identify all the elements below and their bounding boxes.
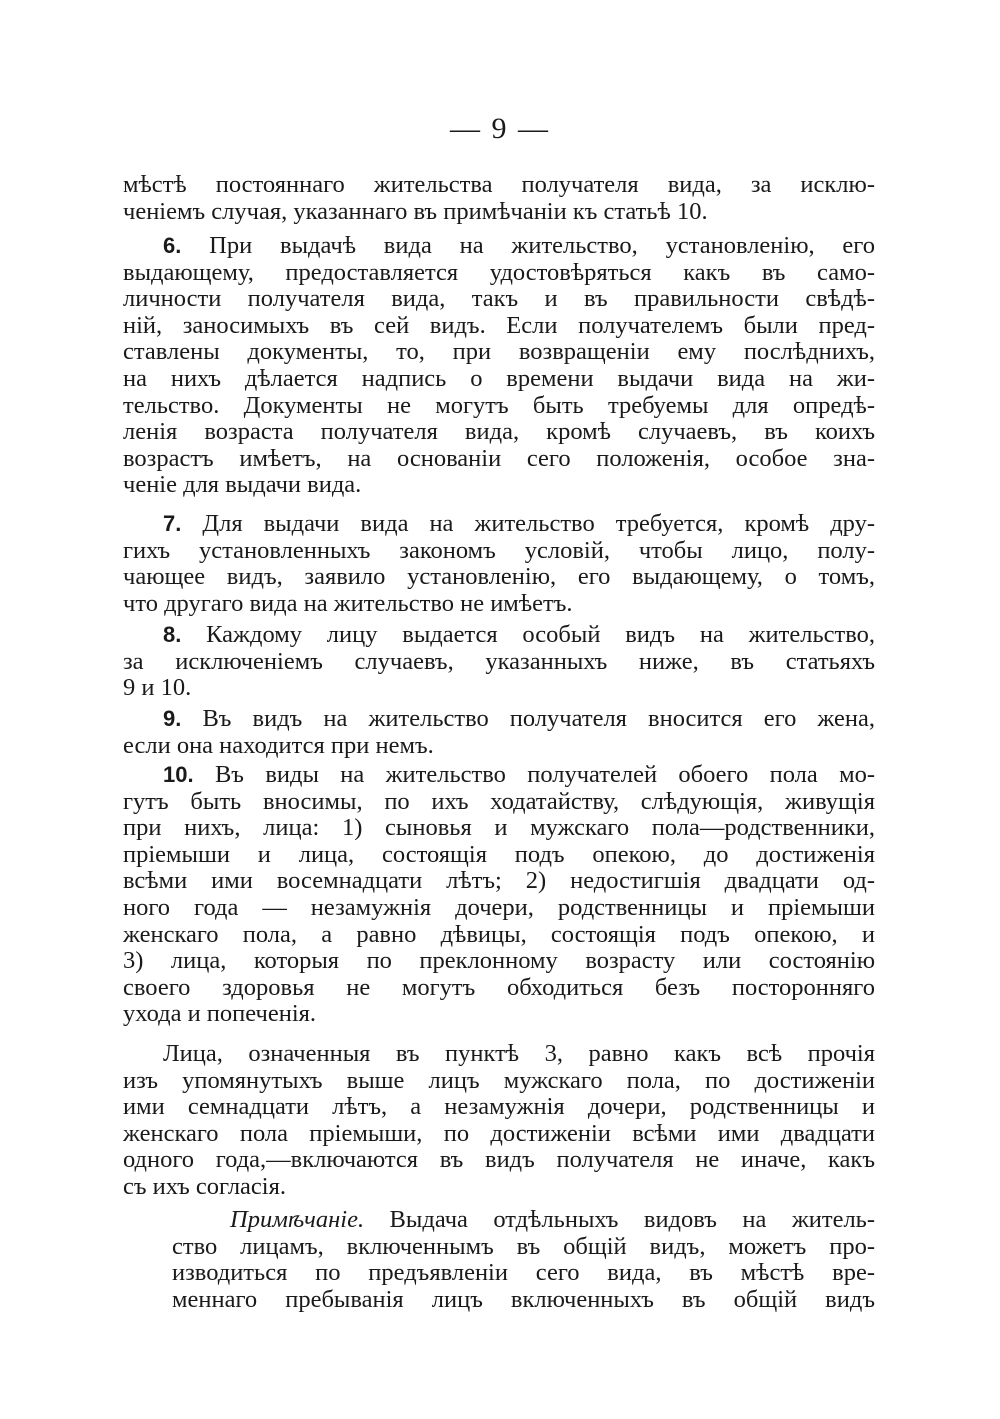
article-text: При выдачѣ вида на жительство, установленію, его [209, 232, 875, 259]
text-line: за исключеніемъ случаевъ, указанныхъ ниже, въ статьяхъ [123, 647, 875, 675]
text-line: гихъ установленныхъ закономъ условій, чтобы лицо, полу- [123, 536, 875, 564]
text-line: чающее видъ, заявило установленію, его выдающему, о томъ, [123, 563, 875, 591]
text-line: ченіемъ случая, указаннаго въ примѣчаніи къ статьѣ 10. [123, 197, 708, 225]
text-line: меннаго пребыванія лицъ включенныхъ въ общій видъ [172, 1285, 875, 1313]
carry-over-paragraph [123, 172, 875, 225]
article-number: 8. [163, 622, 182, 647]
text-line [123, 622, 875, 649]
text-line: съ ихъ согласія. [123, 1172, 286, 1200]
text-line: ими семнадцати лѣтъ, а незамужнія дочери, родственницы и [123, 1093, 875, 1121]
text-line [123, 706, 875, 733]
text-line: ній, заносимыхъ въ сей видъ. Если получателемъ были пред- [123, 311, 875, 339]
text-line: ченіе для выдачи вида. [123, 471, 362, 499]
text-line: 3) лица, которыя по преклонному возрасту или состоянію [123, 947, 875, 975]
text-line: ного года — незамужнія дочери, родственницы и пріемыши [123, 893, 875, 921]
article-6 [123, 233, 875, 499]
persons-paragraph [123, 1041, 875, 1201]
text-line [172, 1207, 875, 1234]
page-number: — 9 — [450, 112, 550, 145]
note-label: Примѣчаніе. [230, 1206, 365, 1233]
article-text: Въ видъ на жительство получателя вносится его жена, [202, 705, 875, 732]
text-line: своего здоровья не могутъ обходиться безъ посторонняго [123, 973, 875, 1001]
text-line: при нихъ, лица: 1) сыновья и мужскаго пола—родственники, [123, 814, 875, 842]
text-line: выдающему, предоставляется удостовѣряться какъ въ само- [123, 258, 875, 286]
text-line: одного года,—включаются въ видъ получателя не иначе, какъ [123, 1146, 875, 1174]
text-line: всѣми ими восемнадцати лѣтъ; 2) недостигшія двадцати од- [123, 867, 875, 895]
text-line: изъ упомянутыхъ выше лицъ мужскаго пола, по достиженіи [123, 1066, 875, 1094]
note-block [172, 1207, 875, 1313]
text-line: на нихъ дѣлается надпись о времени выдачи вида на жи- [123, 364, 875, 392]
text-line: личности получателя вида, такъ и въ правильности свѣдѣ- [123, 285, 875, 313]
article-8 [123, 622, 875, 702]
text-line: пріемыши и лица, состоящія подъ опекою, до достиженія [123, 840, 875, 868]
article-text: Въ виды на жительство получателей обоего пола мо- [214, 761, 876, 788]
text-line [123, 233, 875, 260]
text-line: что другаго вида на жительство не имѣетъ. [123, 589, 573, 617]
article-number: 6. [163, 233, 182, 258]
article-number: 10. [163, 762, 194, 787]
text-line: если она находится при немъ. [123, 731, 434, 759]
text-line: гутъ быть вносимы, по ихъ ходатайству, слѣдующія, живущія [123, 787, 875, 815]
text-line: Лица, означенныя въ пунктѣ 3, равно какъ всѣ прочія [163, 1040, 875, 1067]
text-line: ухода и попеченія. [123, 1000, 317, 1028]
article-9 [123, 706, 875, 759]
text-line [123, 511, 875, 538]
text-line: женскаго пола пріемыши, по достиженіи всѣми ими двадцати [123, 1119, 875, 1147]
text-line: 9 и 10. [123, 674, 192, 702]
article-7 [123, 511, 875, 617]
text-line: ставлены документы, то, при возвращеніи ему послѣднихъ, [123, 338, 875, 366]
article-number: 9. [163, 706, 182, 731]
text-line [123, 762, 875, 789]
text-line: ленія возраста получателя вида, кромѣ случаевъ, въ коихъ [123, 418, 875, 446]
article-10 [123, 762, 875, 1028]
text-line: тельство. Документы не могутъ быть требуемы для опредѣ- [123, 391, 875, 419]
note-text: Выдача отдѣльныхъ видовъ на житель- [389, 1206, 875, 1233]
text-line: ство лицамъ, включеннымъ въ общій видъ, можетъ про- [172, 1232, 875, 1260]
article-text: Каждому лицу выдается особый видъ на жительство, [206, 621, 875, 648]
text-line: женскаго пола, а равно дѣвицы, состоящія подъ опекою, и [123, 920, 875, 948]
text-line: мѣстѣ постояннаго жительства получателя вида, за исклю- [123, 171, 875, 198]
text-line: изводиться по предъявленіи сего вида, въ мѣстѣ вре- [172, 1259, 875, 1287]
text-line: возрастъ имѣетъ, на основаніи сего положенія, особое зна- [123, 444, 875, 472]
article-text: Для выдачи вида на жительство требуется, кромѣ дру- [202, 510, 875, 537]
article-number: 7. [163, 511, 182, 536]
